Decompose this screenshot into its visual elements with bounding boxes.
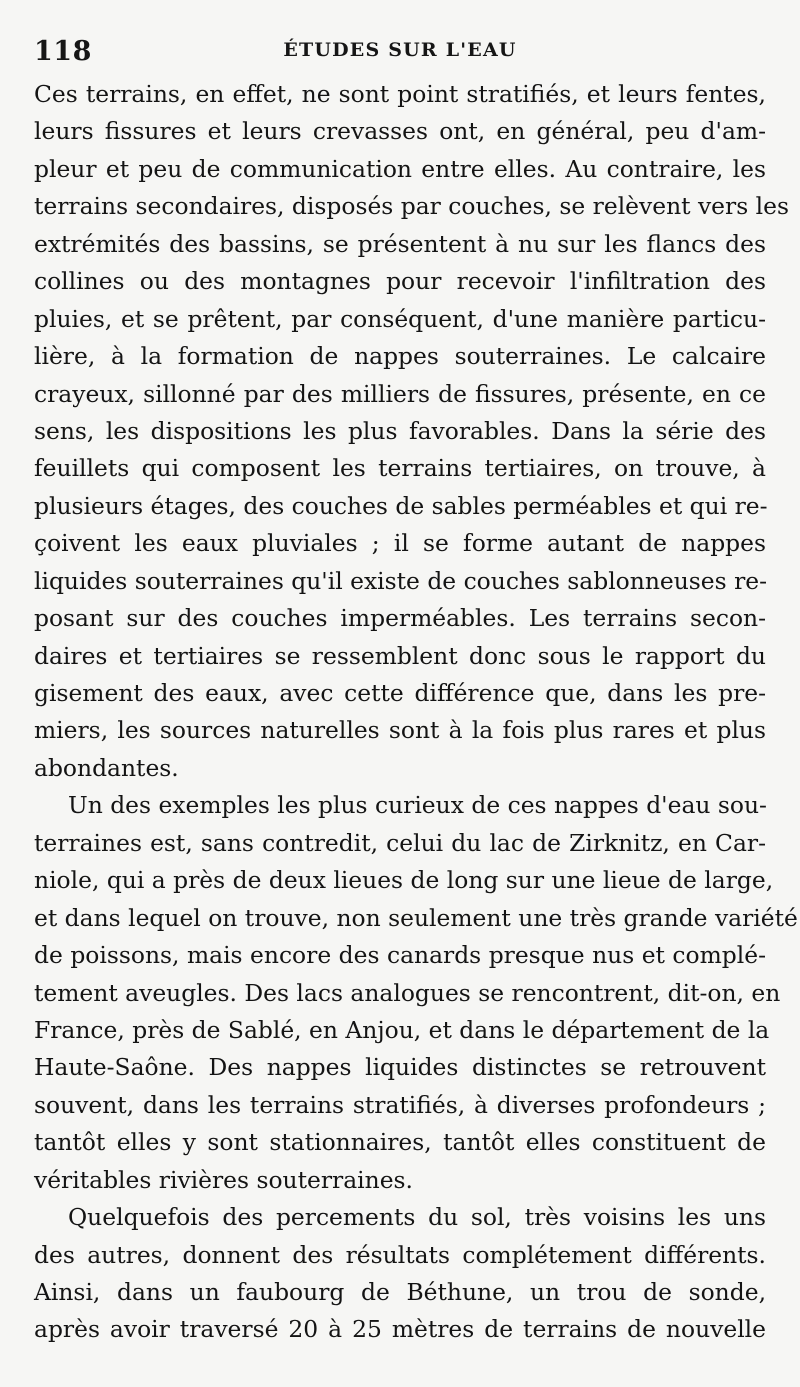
text-line: Quelquefois des percements du sol, très voisins les uns (68, 1203, 766, 1232)
text-line: sens, les dispositions les plus favorables. Dans la série des (34, 416, 766, 445)
text-line: France, près de Sablé, en Anjou, et dans le département de la (34, 1015, 770, 1044)
text-line: posant sur des couches imperméables. Les terrains secon- (34, 604, 766, 633)
text-line: souvent, dans les terrains stratifiés, à diverses profondeurs ; (34, 1090, 766, 1119)
paragraph (34, 1199, 766, 1349)
text-line: collines ou des montagnes pour recevoir l'infiltration des (34, 267, 766, 296)
text-line: liquides souterraines qu'il existe de couches sablonneuses re- (34, 566, 768, 595)
text-line: abondantes. (34, 753, 179, 782)
text-line: terraines est, sans contredit, celui du lac de Zirknitz, en Car- (34, 828, 766, 857)
text-line: et dans lequel on trouve, non seulement une très grande variété (34, 903, 798, 932)
text-line: de poissons, mais encore des canards presque nus et complé- (34, 941, 766, 970)
page-header (30, 30, 770, 66)
text-line: feuillets qui composent les terrains tertiaires, on trouve, à (34, 454, 766, 483)
text-line: Haute-Saône. Des nappes liquides distinctes se retrouvent (34, 1053, 766, 1082)
text-line: véritables rivières souterraines. (34, 1165, 413, 1194)
text-line: pleur et peu de communication entre elles. Au contraire, les (34, 154, 766, 183)
text-line: çoivent les eaux pluviales ; il se forme autant de nappes (34, 529, 766, 558)
text-line: des autres, donnent des résultats complétement différents. (34, 1240, 766, 1269)
text-line: crayeux, sillonné par des milliers de fissures, présente, en ce (34, 379, 766, 408)
text-line: gisement des eaux, avec cette différence que, dans les pre- (34, 679, 766, 707)
page-number: 118 (34, 36, 92, 67)
text-line: daires et tertiaires se ressemblent donc sous le rapport du (34, 641, 766, 670)
body-text (34, 76, 798, 1349)
text-line: après avoir traversé 20 à 25 mètres de terrains de nouvelle (34, 1315, 766, 1344)
text-line: tement aveugles. Des lacs analogues se rencontrent, dit-on, en (34, 978, 781, 1007)
text-line: pluies, et se prêtent, par conséquent, d'une manière particu- (34, 304, 766, 333)
text-line: extrémités des bassins, se présentent à nu sur les flancs des (34, 229, 766, 258)
text-line: Ces terrains, en effet, ne sont point stratifiés, et leurs fentes, (34, 80, 766, 108)
paragraph (34, 787, 798, 1199)
text-line: leurs fissures et leurs crevasses ont, en général, peu d'am- (34, 117, 766, 146)
running-head: ÉTUDES SUR L'EAU (283, 39, 517, 61)
text-line: lière, à la formation de nappes souterraines. Le calcaire (34, 342, 766, 371)
text-line: Ainsi, dans un faubourg de Béthune, un trou de sonde, (34, 1278, 766, 1306)
text-line: Un des exemples les plus curieux de ces nappes d'eau sou- (68, 791, 767, 820)
text-line: tantôt elles y sont stationnaires, tantôt elles constituent de (34, 1128, 766, 1157)
text-line: terrains secondaires, disposés par couches, se relèvent vers les (34, 192, 789, 221)
text-line: niole, qui a près de deux lieues de long sur une lieue de large, (34, 866, 774, 895)
text-line: miers, les sources naturelles sont à la fois plus rares et plus (34, 716, 766, 745)
text-line: plusieurs étages, des couches de sables perméables et qui re- (34, 491, 768, 520)
paragraph (34, 76, 789, 787)
